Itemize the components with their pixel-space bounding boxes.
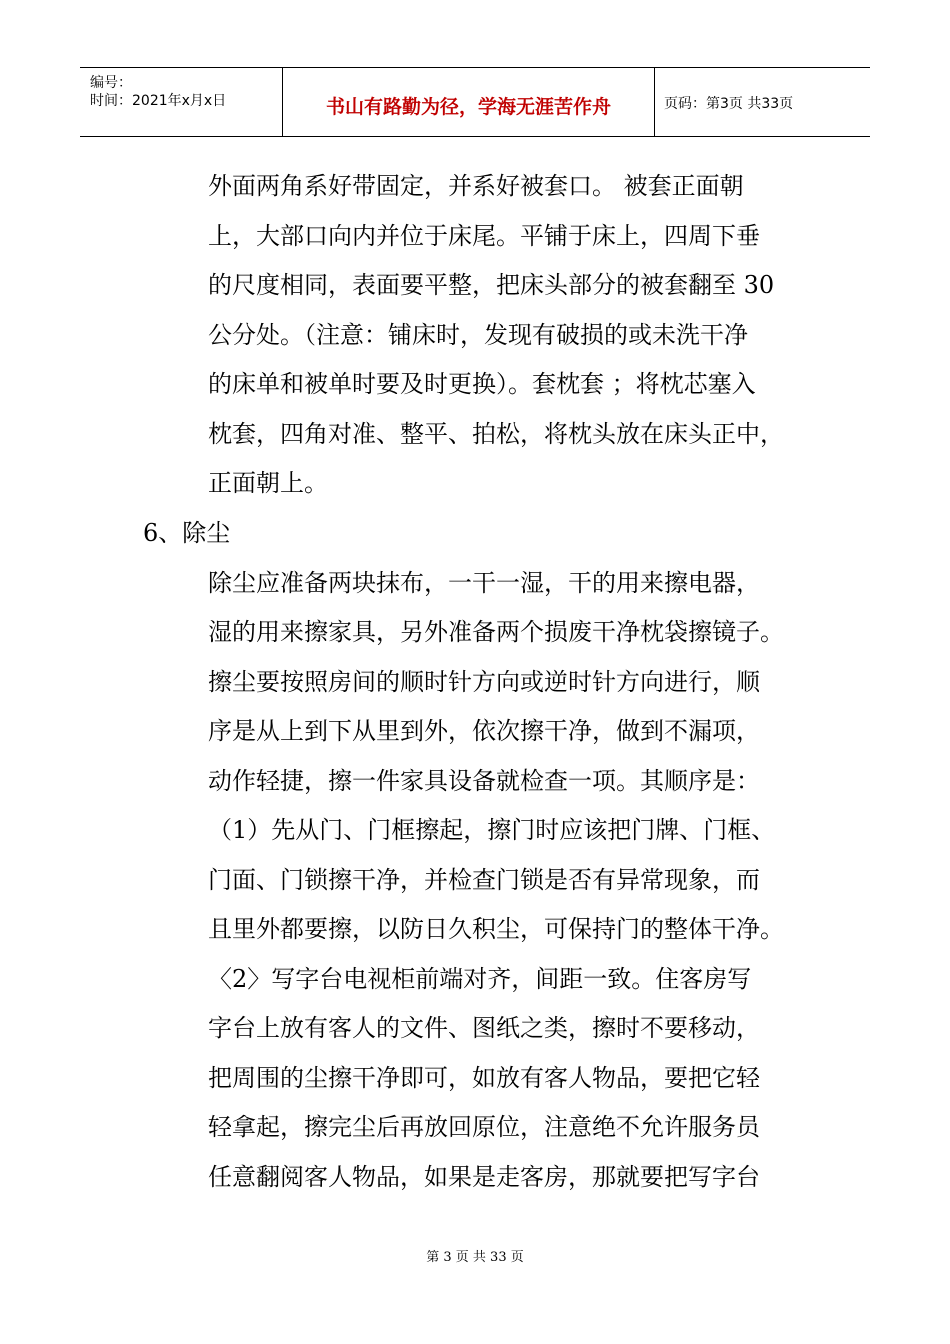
document-number-label: 编号：	[90, 75, 132, 91]
paragraph-line: （1）先从门、门框擦起，擦门时应该把门牌、门框、	[208, 816, 776, 844]
paragraph-line: 且里外都要擦，以防日久积尘，可保持门的整体干净。	[208, 915, 784, 943]
header-info-cell	[80, 68, 282, 136]
paragraph-line: 任意翻阅客人物品，如果是走客房，那就要把写字台	[208, 1163, 760, 1191]
paragraph-line: 把周围的尘擦干净即可，如放有客人物品，要把它轻	[208, 1064, 760, 1092]
paragraph-line: 枕套，四角对准、整平、拍松，将枕头放在床头正中，	[208, 420, 784, 448]
paragraph-line: 上，大部口向内并位于床尾。平铺于床上，四周下垂	[208, 222, 760, 250]
paragraph-line: 动作轻捷，擦一件家具设备就检查一项。其顺序是：	[208, 767, 760, 795]
paragraph-line: 序是从上到下从里到外，依次擦干净，做到不漏项，	[208, 717, 760, 745]
page-header	[80, 67, 870, 137]
paragraph-line: 除尘应准备两块抹布，一干一湿，干的用来擦电器，	[208, 569, 760, 597]
paragraph-line: 轻拿起，擦完尘后再放回原位，注意绝不允许服务员	[208, 1113, 760, 1141]
paragraph-line: 字台上放有客人的文件、图纸之类，擦时不要移动，	[208, 1014, 760, 1042]
paragraph-line: 公分处。（注意：铺床时，发现有破损的或未洗干净	[208, 321, 748, 349]
paragraph-line: 湿的用来擦家具，另外准备两个损废干净枕袋擦镜子。	[208, 618, 784, 646]
page-footer: 第 3 页 共 33 页	[426, 1250, 524, 1265]
paragraph-line: 门面、门锁擦干净，并检查门锁是否有异常现象，而	[208, 866, 760, 894]
header-motto: 书山有路勤为径，学海无涯苦作舟	[325, 96, 611, 118]
section-heading: 6、除尘	[143, 519, 231, 547]
paragraph-line: 正面朝上。	[208, 469, 328, 497]
paragraph-line: 的尺度相同，表面要平整，把床头部分的被套翻至 30	[208, 271, 775, 299]
header-page-code: 页码：第3页 共33页	[664, 96, 794, 112]
document-time-label: 时间：2021年x月x日	[90, 93, 227, 109]
paragraph-line: 〈2〉写字台电视柜前端对齐，间距一致。住客房写	[208, 965, 752, 993]
header-motto-cell	[282, 68, 655, 136]
paragraph-line: 的床单和被单时要及时更换）。套枕套 ；将枕芯塞入	[208, 370, 756, 398]
header-page-cell	[654, 68, 870, 136]
paragraph-line: 擦尘要按照房间的顺时针方向或逆时针方向进行，顺	[208, 668, 760, 696]
paragraph-line: 外面两角系好带固定，并系好被套口。 被套正面朝	[208, 172, 744, 200]
